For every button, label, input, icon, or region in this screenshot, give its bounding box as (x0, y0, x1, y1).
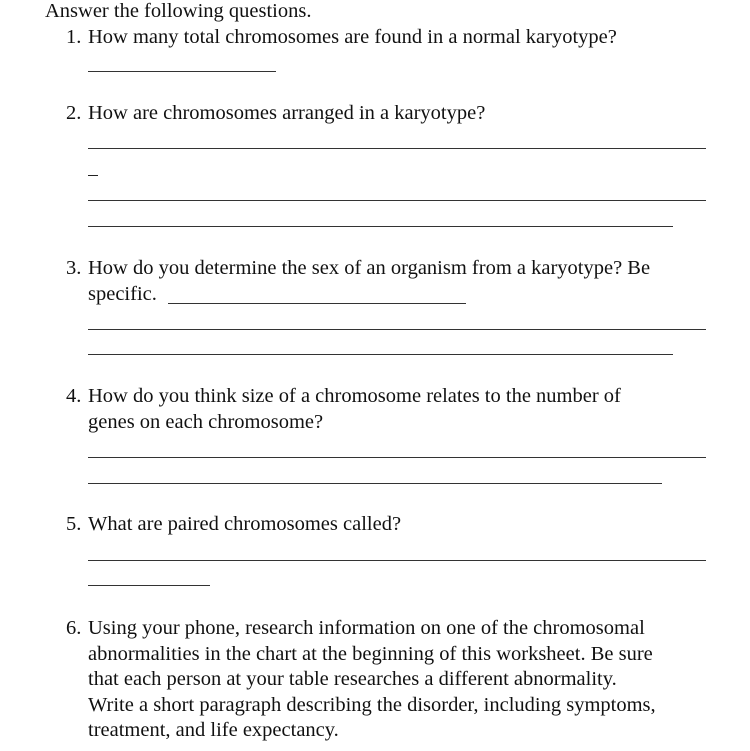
answer-line[interactable] (88, 483, 662, 484)
question-text: Write a short paragraph describing the disorder, including symptoms, (88, 694, 656, 716)
question-text: How are chromosomes arranged in a karyotype? (88, 102, 486, 124)
answer-line[interactable] (88, 354, 673, 355)
question-text: genes on each chromosome? (88, 411, 324, 433)
question-number: 1. (66, 26, 82, 48)
question-text: How many total chromosomes are found in a normal karyotype? (88, 26, 617, 48)
answer-line[interactable] (168, 303, 466, 304)
instructions-heading: Answer the following questions. (45, 0, 312, 22)
answer-line[interactable] (88, 329, 706, 330)
answer-line-overflow-dash (88, 175, 98, 176)
question-number: 6. (66, 617, 82, 639)
question-text: that each person at your table researches a different abnormality. (88, 668, 617, 690)
question-number: 2. (66, 102, 82, 124)
question-text: How do you think size of a chromosome relates to the number of (88, 385, 621, 407)
answer-line[interactable] (88, 148, 706, 149)
answer-line[interactable] (88, 560, 706, 561)
question-text: treatment, and life expectancy. (88, 719, 339, 741)
answer-line[interactable] (88, 200, 706, 201)
question-text: abnormalities in the chart at the beginning of this worksheet. Be sure (88, 643, 653, 665)
question-text: Using your phone, research information on one of the chromosomal (88, 617, 645, 639)
answer-line[interactable] (88, 457, 706, 458)
answer-line[interactable] (88, 71, 276, 72)
question-text: What are paired chromosomes called? (88, 513, 402, 535)
question-number: 5. (66, 513, 82, 535)
answer-line[interactable] (88, 226, 673, 227)
answer-line[interactable] (88, 585, 210, 586)
question-number: 3. (66, 257, 82, 279)
question-text: specific. (88, 283, 157, 305)
question-number: 4. (66, 385, 82, 407)
question-text: How do you determine the sex of an organism from a karyotype? Be (88, 257, 651, 279)
